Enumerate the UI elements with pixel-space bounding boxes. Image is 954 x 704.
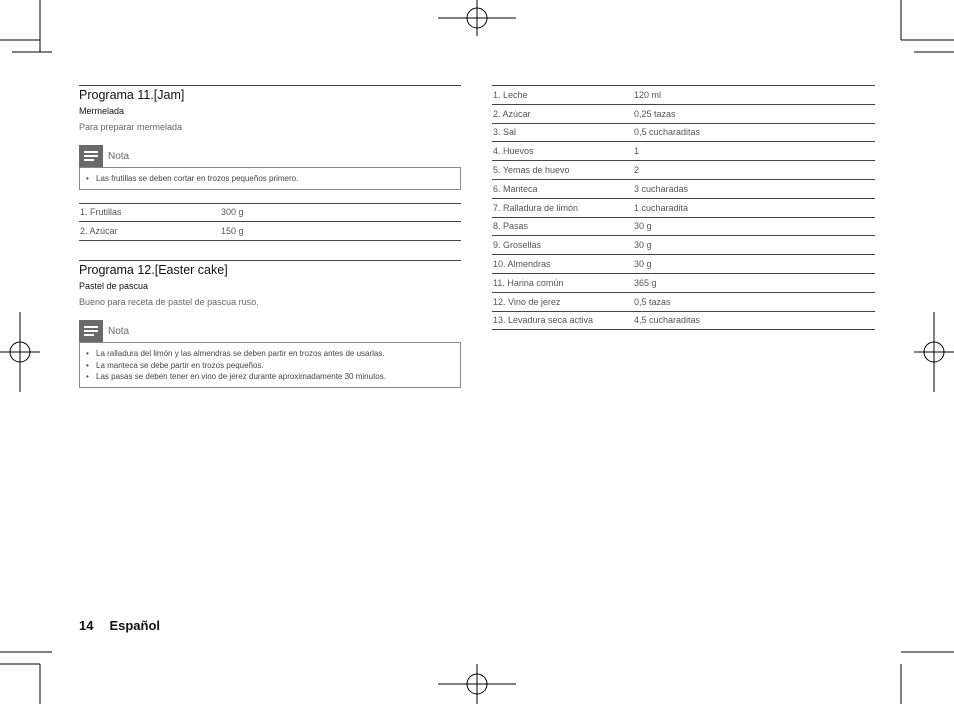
ingredient-qty: 300 g [220,203,461,222]
ingredient-qty: 30 g [633,217,875,236]
table-row [492,161,875,180]
program-12-section [79,260,461,388]
page-footer [79,618,160,633]
note-item: • La ralladura del limón y las almendras se deben partir en trozos antes de usarlas. [86,348,450,360]
program-11-section [79,85,461,241]
program-12-subtitle: Pastel de pascua [79,281,149,292]
ingredient-name: 11. Harina común [492,273,633,292]
table-row [492,179,875,198]
note-label: Nota [108,150,130,162]
ingredient-qty: 150 g [220,222,461,241]
program-11-ingredients-table [79,203,461,242]
note-header [79,320,461,342]
ingredient-name: 9. Grosellas [492,236,633,255]
note-label: Nota [108,325,130,337]
ingredient-name: 10. Almendras [492,255,633,274]
table-row [492,311,875,330]
table-row [492,273,875,292]
ingredient-qty: 1 [633,142,875,161]
ingredient-qty: 0,5 tazas [633,292,875,311]
ingredient-qty: 4,5 cucharaditas [633,311,875,330]
ingredient-name: 8. Pasas [492,217,633,236]
table-row [492,217,875,236]
ingredient-qty: 30 g [633,236,875,255]
ingredient-name: 12. Vino de jerez [492,292,633,311]
ingredient-qty: 0,25 tazas [633,104,875,123]
note-box [79,167,461,190]
note-item: • La manteca se debe partir en trozos pequeños. [86,360,450,372]
right-column [492,85,875,330]
program-12-ingredients-table [492,85,875,330]
note-icon [79,320,103,342]
ingredient-name: 4. Huevos [492,142,633,161]
note-box [79,342,461,388]
table-row [79,203,461,222]
page-number: 14 [79,618,94,633]
ingredient-qty: 3 cucharadas [633,179,875,198]
ingredient-qty: 120 ml [633,86,875,105]
program-11-description: Para preparar mermelada [79,122,183,132]
table-row [79,222,461,241]
ingredient-qty: 365 g [633,273,875,292]
ingredient-name: 1. Frutillas [79,203,220,222]
ingredient-qty: 30 g [633,255,875,274]
left-column [79,85,461,388]
table-row [492,198,875,217]
table-row [492,236,875,255]
table-row [492,142,875,161]
ingredient-name: 6. Manteca [492,179,633,198]
program-11-title: Programa 11.[Jam] [79,88,185,102]
ingredient-name: 5. Yemas de huevo [492,161,633,180]
note-header [79,145,461,167]
program-12-description: Bueno para receta de pastel de pascua ruso. [79,297,259,308]
program-12-title: Programa 12.[Easter cake] [79,263,228,278]
ingredient-qty: 2 [633,161,875,180]
note-item: • Las pasas se deben tener en vino de jerez durante aproximadamente 30 minutos. [86,371,450,383]
ingredient-name: 13. Levadura seca activa [492,311,633,330]
note-icon [79,145,103,167]
table-row [492,86,875,105]
table-row [492,104,875,123]
table-row [492,123,875,142]
ingredient-name: 1. Leche [492,86,633,105]
ingredient-name: 2. Azúcar [79,222,220,241]
ingredient-name: 2. Azúcar [492,104,633,123]
note-item: • Las frutillas se deben cortar en trozos pequeños primero. [86,173,450,185]
ingredient-name: 3. Sal [492,123,633,142]
ingredient-name: 7. Ralladura de limón [492,198,633,217]
program-11-subtitle: Mermelada [79,106,125,116]
ingredient-qty: 1 cucharadita [633,198,875,217]
table-row [492,292,875,311]
ingredient-qty: 0,5 cucharaditas [633,123,875,142]
table-row [492,255,875,274]
page-language: Español [109,618,161,633]
